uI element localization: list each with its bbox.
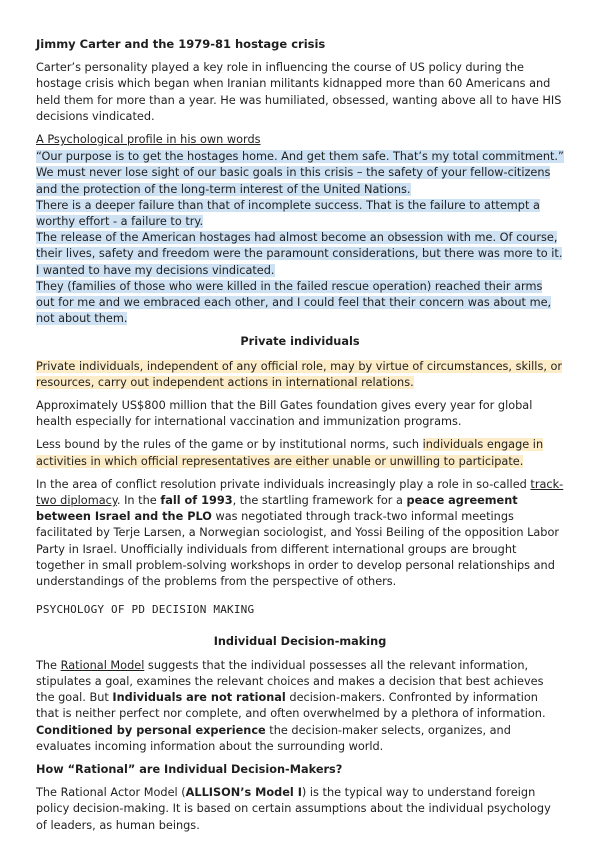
quote-4: The release of the American hostages had almost become an obsession with me. Of course, their lives, safety and freedom were the paramount considerations, but there was more to it. I wanted to have my decisions vindicated. — [36, 231, 563, 277]
heading-private-individuals: Private individuals — [240, 335, 360, 349]
question-heading-rational: How “Rational” are Individual Decision-Makers? — [36, 762, 343, 776]
private-individuals-paragraph-2: Approximately US$800 million that the Bill Gates foundation gives every year for global health especially for international vaccination and immunization programs. — [36, 399, 533, 429]
bold-personal-experience: Conditioned by personal experience — [36, 723, 266, 737]
bold-not-rational: Individuals are not rational — [112, 691, 286, 705]
track-two-text-b: . In the — [116, 494, 161, 508]
rational-text-b: suggests that the individual possesses all the relevant information, stipulates a goal, examines the relevant choices and makes a decision that best achieves the goal. But — [36, 658, 544, 705]
rational-actor-paragraph — [36, 785, 564, 834]
heading-individual-decision-making: Individual Decision-making — [213, 634, 387, 648]
profile-heading: A Psychological profile in his own words — [36, 133, 261, 147]
section-title-carter: Jimmy Carter and the 1979-81 hostage crisis — [36, 37, 326, 51]
rational-actor-text-b: ) is the typical way to understand foreign policy decision-making. It is based on certain assumptions about the individual psychology of leaders, as human beings. — [36, 786, 551, 832]
quote-5: They (families of those who were killed in the failed rescue operation) reached their arms out for me and we embraced each other, and I could feel that their concern was about me, not about them. — [36, 279, 552, 326]
psychology-heading: PSYCHOLOGY OF PD DECISION MAKING — [36, 603, 255, 617]
highlight-unofficial-activities: individuals engage in activities in which official representatives are either unable or unwilling to participate. — [36, 438, 544, 468]
private-individuals-paragraph-3 — [36, 437, 564, 469]
track-two-text-d: was negotiated through track-two informal meetings facilitated by Terje Larsen, a Norwegian sociologist, and Yossi Beiling of the opposition Labor Party in Israel. Unofficially individuals from different international groups are brought together in small problem-solving workshops in order to develop personal relationships and understandings of the problems from the perspective of others. — [36, 510, 560, 589]
bold-peace-agreement: peace agreement between Israel and the PLO — [36, 494, 518, 524]
bold-fall-1993: fall of 1993 — [160, 494, 233, 508]
highlight-private-definition: Private individuals, independent of any official role, may by virtue of circumstances, skills, or resources, carry out independent actions in international relations. — [36, 359, 563, 389]
quote-1: “Our purpose is to get the hostages home. And get them safe. That’s my total commitment.” — [36, 150, 564, 164]
rational-text-c: decision-makers. Confronted by information that is neither perfect nor complete, and often overwhelmed by a plethora of information. — [36, 691, 546, 721]
carter-quotes-block — [36, 149, 564, 327]
track-two-paragraph — [36, 477, 564, 590]
rational-model-paragraph — [36, 658, 564, 755]
private-individuals-paragraph-1 — [36, 359, 564, 391]
rational-actor-text-a: The Rational Actor Model ( — [36, 786, 186, 800]
p3-plain-text: Less bound by the rules of the game or by institutional norms, such — [36, 438, 423, 452]
track-two-text-a: In the area of conflict resolution private individuals increasingly play a role in so-called — [36, 477, 531, 491]
bold-allison-model: ALLISON’s Model I — [185, 786, 302, 800]
rational-model-link[interactable]: Rational Model — [60, 658, 145, 672]
track-two-text-c: , the startling framework for a — [232, 494, 407, 508]
quote-3: There is a deeper failure than that of incomplete success. That is the failure to attempt a worthy effort - a failure to try. — [36, 198, 540, 229]
rational-text-a: The — [36, 658, 61, 672]
rational-text-d: the decision-maker selects, organizes, and evaluates incoming information about the surrounding world. — [36, 723, 511, 753]
track-two-diplomacy-link[interactable]: track-two diplomacy — [36, 477, 564, 508]
quote-2: We must never lose sight of our basic goals in this crisis – the safety of your fellow-citizens and the protection of the long-term interest of the United Nations. — [36, 166, 551, 196]
carter-intro-paragraph: Carter’s personality played a key role in influencing the course of US policy during the hostage crisis which began when Iranian militants kidnapped more than 60 Americans and held them for more than a year. He was humiliated, obsessed, wanting above all to have HIS decisions vindicated. — [36, 61, 562, 123]
